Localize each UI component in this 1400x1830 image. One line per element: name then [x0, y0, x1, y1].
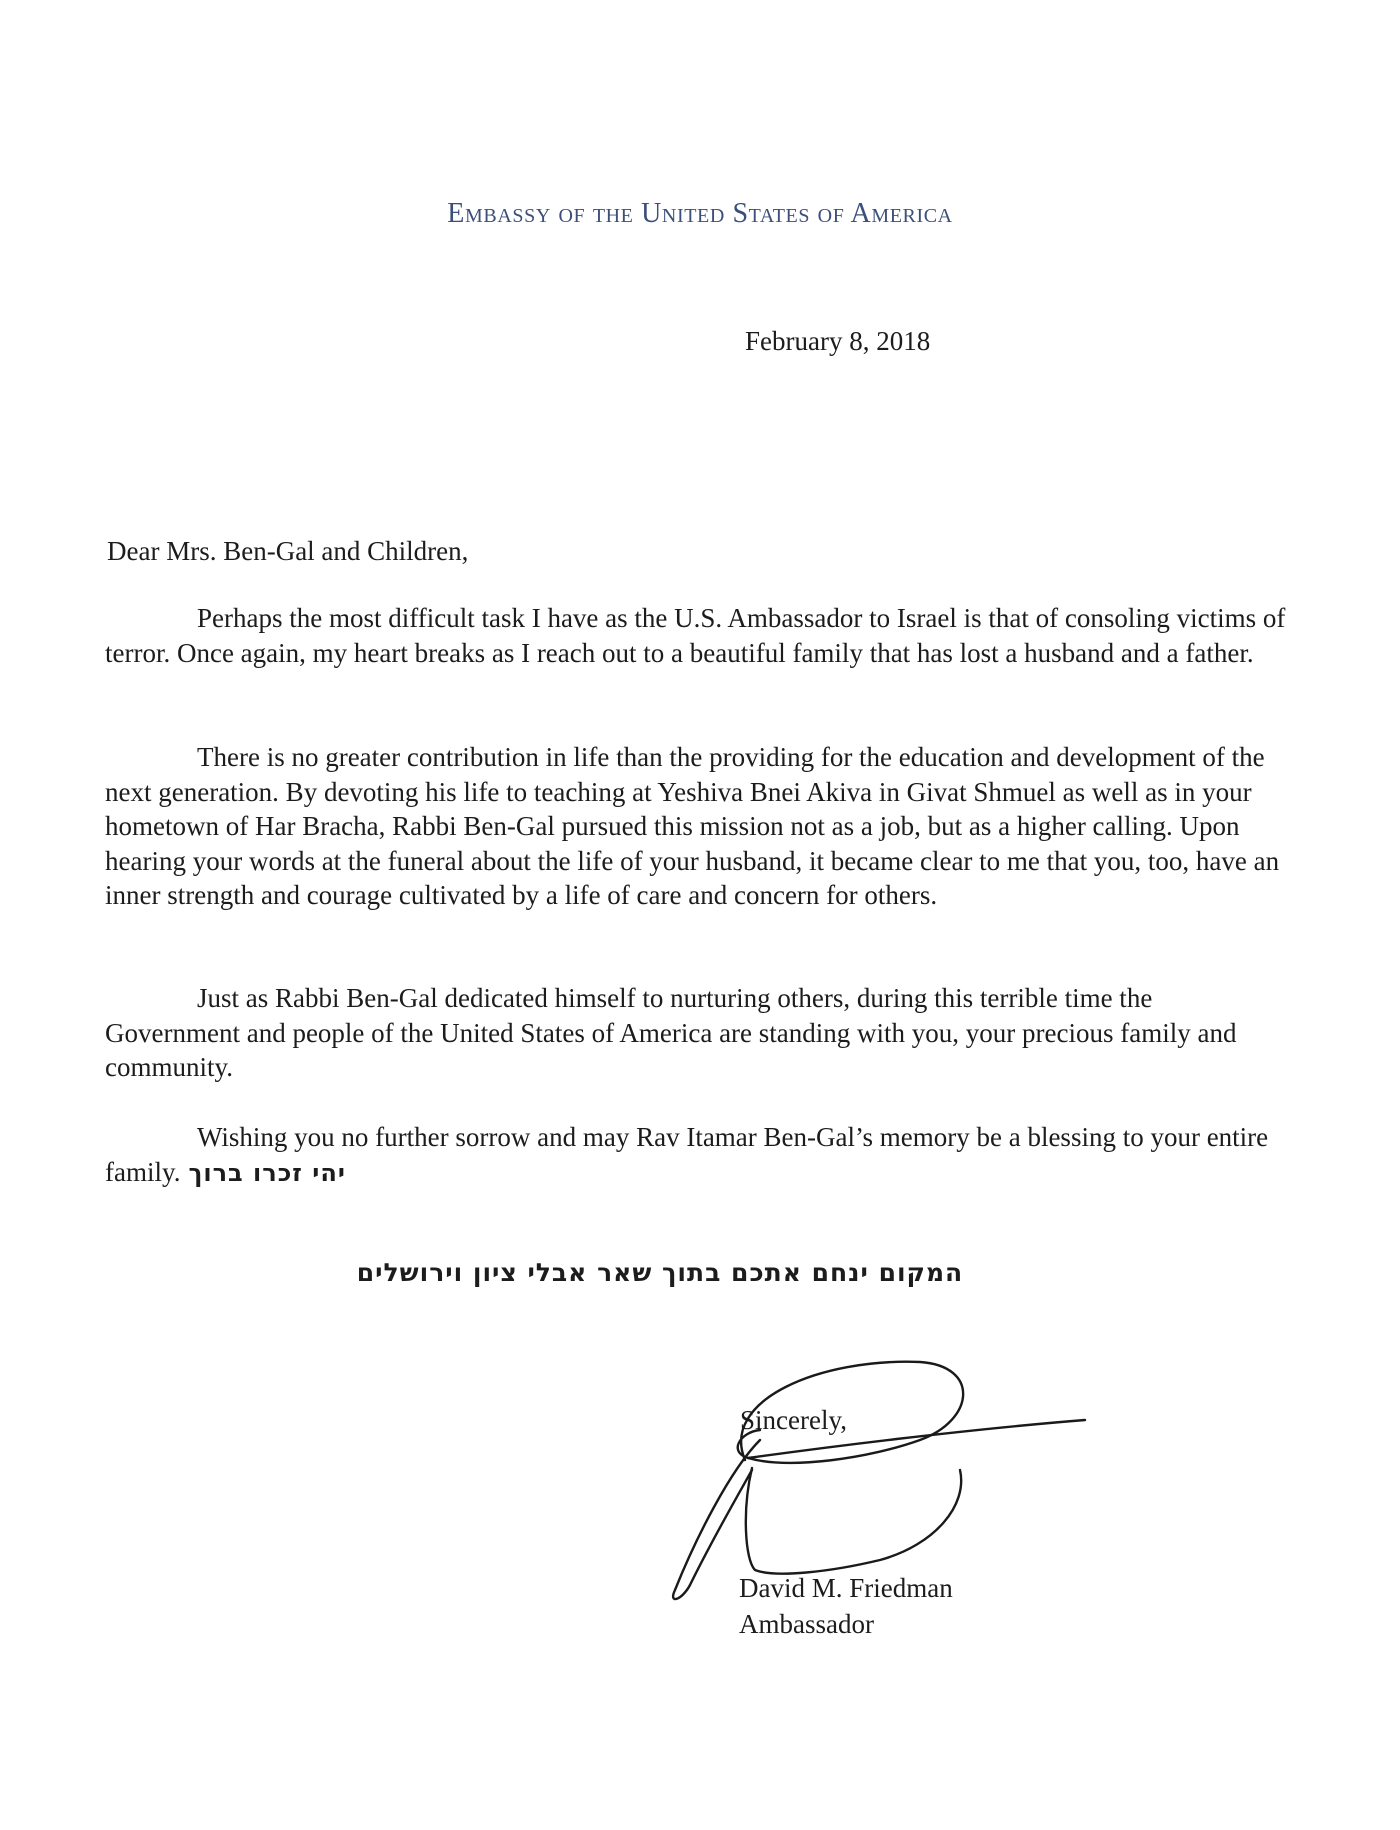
letterhead: Embassy of the United States of America [447, 198, 953, 229]
signer-title: Ambassador [739, 1609, 874, 1639]
signer-name: David M. Friedman [739, 1573, 953, 1603]
letter-date: February 8, 2018 [745, 326, 931, 356]
hebrew-blessing-inline: יהי זכרו ברוך [188, 1158, 346, 1187]
body-paragraph-1: Perhaps the most difficult task I have as the U.S. Ambassador to Israel is that of consoling victims of terror. Once again, my heart breaks as I reach out to a beautiful family that has lost a husband and a father. [105, 603, 1286, 668]
body-paragraph-2: There is no greater contribution in life than the providing for the education and development of the next generation. By devoting his life to teaching at Yeshiva Bnei Akiva in Givat Shmuel as well as in your hometown of Har Bracha, Rabbi Ben-Gal pursued this mission not as a job, but as a higher calling. Upon hearing your words at the funeral about the life of your husband, it became clear to me that you, too, have an inner strength and courage cultivated by a life of care and concern for others. [105, 742, 1280, 910]
hebrew-condolence: המקום ינחם אתכם בתוך שאר אבלי ציון וירושלים [356, 1258, 964, 1287]
body-paragraph-3: Just as Rabbi Ben-Gal dedicated himself to nurturing others, during this terrible time the Government and people of the United States of America are standing with you, your precious family and community. [105, 983, 1237, 1082]
salutation: Dear Mrs. Ben-Gal and Children, [107, 536, 469, 566]
closing: Sincerely, [740, 1405, 847, 1435]
signature-down-stroke [746, 1468, 961, 1574]
body-paragraph-4-text: Wishing you no further sorrow and may Rav Itamar Ben-Gal’s memory be a blessing to your entire family. [105, 1122, 1269, 1187]
body-paragraph-4 [105, 1120, 1290, 1190]
